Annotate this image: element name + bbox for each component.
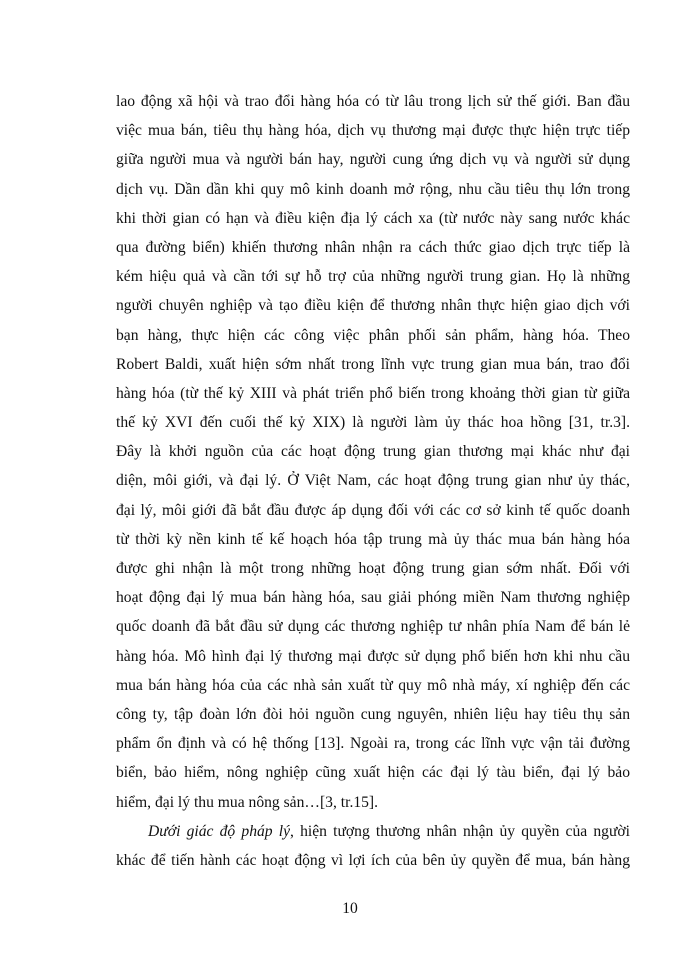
text-line: hoạt động đại lý mua bán hàng hóa, sau giải phóng miền Nam thương nghiệp [116,589,630,607]
text-line: thế kỷ XVI đến cuối thế kỷ XIX) là người làm ủy thác hoa hồng [31, tr.3]. [116,414,630,432]
body-text [116,87,630,875]
text-line: từ thời kỳ nền kinh tế kế hoạch hóa tập trung mà ủy thác mua bán hàng hóa [116,530,630,548]
text-line: hiểm, đại lý thu mua nông sản…[3, tr.15]. [116,793,379,811]
page-number: 10 [342,900,358,917]
italic-lead: Dưới giác độ pháp lý [148,822,291,840]
text-line: biển, bảo hiểm, nông nghiệp cũng xuất hiện các đại lý tàu biển, đại lý bảo [116,764,630,782]
text-line: hàng hóa. Mô hình đại lý thương mại được sử dụng phổ biến hơn khi nhu cầu [116,647,630,665]
text-line: dịch vụ. Dần dần khi quy mô kinh doanh mở rộng, nhu cầu tiêu thụ lớn trong [116,180,630,198]
text-line: đại lý, môi giới đã bắt đầu được áp dụng đối với các cơ sở kinh tế quốc doanh [116,501,630,519]
text-line: người chuyên nghiệp và tạo điều kiện để thương nhân thực hiện giao dịch với [116,297,630,315]
text-line: hàng hóa (từ thế kỷ XIII và phát triển phổ biến trong khoảng thời gian từ giữa [116,384,630,402]
text-line: mua bán hàng hóa của các nhà sản xuất từ quy mô nhà máy, xí nghiệp đến các [116,676,630,694]
text-line: lao động xã hội và trao đổi hàng hóa có từ lâu trong lịch sử thế giới. Ban đầu [116,93,630,110]
text-line: Đây là khởi nguồn của các hoạt động trung gian thương mại khác như đại [116,443,630,461]
text-span: , hiện tượng thương nhân nhận ủy quyền của người [290,822,630,840]
text-line: qua đường biển) khiến thương nhân nhận ra cách thức giao dịch trực tiếp là [116,238,630,256]
text-line: phẩm ổn định và có hệ thống [13]. Ngoài ra, trong các lĩnh vực vận tải đường [116,735,630,753]
text-line: Robert Baldi, xuất hiện sớm nhất trong lĩnh vực trung gian mua bán, trao đổi [116,355,630,373]
text-line: khác để tiến hành các hoạt động vì lợi ích của bên ủy quyền để mua, bán hàng [116,851,630,869]
text-line: việc mua bán, tiêu thụ hàng hóa, dịch vụ thương mại được thực hiện trực tiếp [116,122,630,140]
text-line: quốc doanh đã bắt đầu sử dụng các thương nghiệp tư nhân phía Nam để bán lẻ [116,618,630,636]
text-line: giữa người mua và người bán hay, người cung ứng dịch vụ và người sử dụng [116,151,630,169]
text-line: bạn hàng, thực hiện các công việc phân phối sản phẩm, hàng hóa. Theo [116,326,630,344]
text-line: kém hiệu quả và cần tới sự hỗ trợ của những người trung gian. Họ là những [116,268,630,286]
text-line: công ty, tập đoàn lớn đòi hỏi nguồn cung nguyên, nhiên liệu hay tiêu thụ sản [116,705,630,723]
text-line: được ghi nhận là một trong những hoạt động trung gian sớm nhất. Đối với [116,560,630,577]
paragraph-2-first-line [116,817,630,846]
text-line: khi thời gian có hạn và điều kiện địa lý cách xa (từ nước này sang nước khác [116,209,630,227]
text-line: diện, môi giới, và đại lý. Ở Việt Nam, các hoạt động trung gian như ủy thác, [116,472,630,490]
